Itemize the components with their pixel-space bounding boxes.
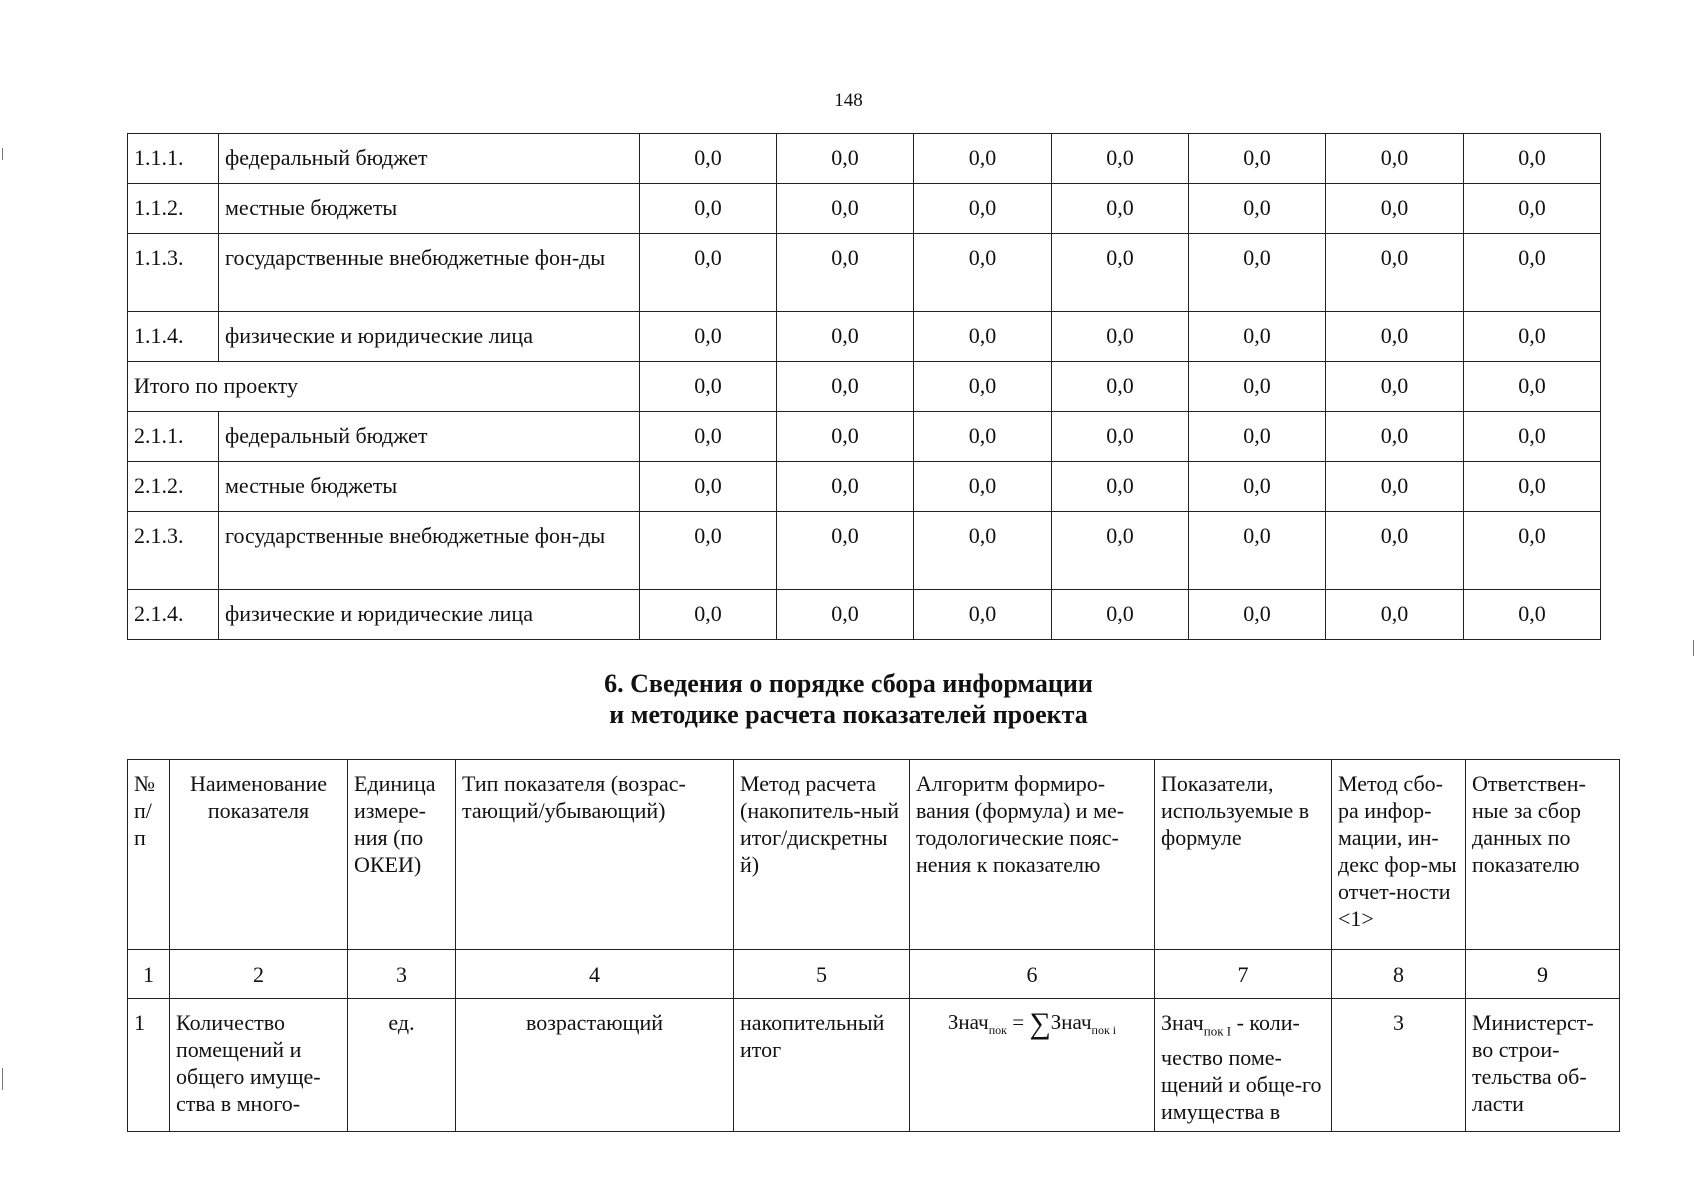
budget-row xyxy=(128,590,1601,640)
budget-value: 0,0 xyxy=(1326,590,1464,640)
header-cell: Метод расчета (накопитель-ный итог/дискретны й) xyxy=(734,760,910,950)
used-values-symbol: Знач xyxy=(1161,1010,1204,1035)
budget-value: 0,0 xyxy=(1464,462,1601,512)
budget-value: 0,0 xyxy=(1326,184,1464,234)
budget-value: 0,0 xyxy=(1052,312,1189,362)
budget-value: 0,0 xyxy=(1189,362,1326,412)
budget-value: 0,0 xyxy=(914,590,1052,640)
budget-value: 0,0 xyxy=(1052,362,1189,412)
budget-total-label: Итого по проекту xyxy=(128,362,640,412)
formula-lhs-subscript: пок xyxy=(988,1023,1007,1038)
budget-value: 0,0 xyxy=(1326,412,1464,462)
indicator-collection-method: 3 xyxy=(1332,999,1466,1132)
budget-code: 2.1.3. xyxy=(128,512,219,590)
indicator-used-values xyxy=(1155,999,1332,1132)
formula-equals: = xyxy=(1012,1010,1025,1034)
budget-value: 0,0 xyxy=(914,362,1052,412)
budget-source-name: местные бюджеты xyxy=(219,462,640,512)
budget-value: 0,0 xyxy=(1326,312,1464,362)
budget-value: 0,0 xyxy=(777,462,914,512)
budget-value: 0,0 xyxy=(1189,312,1326,362)
budget-value: 0,0 xyxy=(777,412,914,462)
budget-value: 0,0 xyxy=(640,412,777,462)
budget-value: 0,0 xyxy=(640,134,777,184)
budget-value: 0,0 xyxy=(914,312,1052,362)
header-cell: № п/ п xyxy=(128,760,170,950)
budget-table xyxy=(127,133,1601,640)
formula-lhs: Знач xyxy=(947,1010,989,1034)
budget-value: 0,0 xyxy=(777,312,914,362)
budget-source-name: государственные внебюджетные фон-ды xyxy=(219,234,640,312)
budget-value: 0,0 xyxy=(777,362,914,412)
budget-value: 0,0 xyxy=(914,134,1052,184)
budget-code: 2.1.4. xyxy=(128,590,219,640)
budget-value: 0,0 xyxy=(777,234,914,312)
header-cell: Наименование показателя xyxy=(170,760,348,950)
indicators-header-row xyxy=(128,760,1620,950)
budget-value: 0,0 xyxy=(1464,234,1601,312)
budget-value: 0,0 xyxy=(1464,312,1601,362)
budget-value: 0,0 xyxy=(914,462,1052,512)
budget-value: 0,0 xyxy=(1052,590,1189,640)
budget-value: 0,0 xyxy=(1189,134,1326,184)
budget-value: 0,0 xyxy=(1464,184,1601,234)
budget-value: 0,0 xyxy=(1464,412,1601,462)
page-number: 148 xyxy=(834,90,863,111)
indicator-row xyxy=(128,999,1620,1132)
indicator-unit: ед. xyxy=(348,999,456,1132)
budget-value: 0,0 xyxy=(1326,234,1464,312)
budget-code: 2.1.1. xyxy=(128,412,219,462)
section-heading-line2: и методике расчета показателей проекта xyxy=(609,700,1088,729)
budget-row xyxy=(128,134,1601,184)
budget-value: 0,0 xyxy=(1189,462,1326,512)
budget-value: 0,0 xyxy=(640,362,777,412)
scan-edge-mark xyxy=(2,148,3,160)
budget-value: 0,0 xyxy=(914,234,1052,312)
budget-source-name: федеральный бюджет xyxy=(219,412,640,462)
budget-value: 0,0 xyxy=(640,512,777,590)
column-number: 9 xyxy=(1466,950,1620,999)
budget-source-name: местные бюджеты xyxy=(219,184,640,234)
budget-value: 0,0 xyxy=(1464,362,1601,412)
budget-code: 1.1.1. xyxy=(128,134,219,184)
scan-edge-mark xyxy=(1693,640,1694,656)
budget-row xyxy=(128,362,1601,412)
header-cell: Метод сбо-ра инфор-мации, ин-декс фор-мы отчет-ности <1> xyxy=(1332,760,1466,950)
budget-code: 1.1.4. xyxy=(128,312,219,362)
column-number: 8 xyxy=(1332,950,1466,999)
budget-source-name: государственные внебюджетные фон-ды xyxy=(219,512,640,590)
column-number: 6 xyxy=(910,950,1155,999)
budget-value: 0,0 xyxy=(914,412,1052,462)
formula-sum-sign: ∑ xyxy=(1029,1007,1051,1040)
budget-source-name: физические и юридические лица xyxy=(219,312,640,362)
budget-row xyxy=(128,512,1601,590)
budget-value: 0,0 xyxy=(640,312,777,362)
budget-value: 0,0 xyxy=(1189,234,1326,312)
budget-value: 0,0 xyxy=(777,590,914,640)
budget-value: 0,0 xyxy=(1052,512,1189,590)
budget-value: 0,0 xyxy=(640,234,777,312)
budget-value: 0,0 xyxy=(1326,362,1464,412)
budget-value: 0,0 xyxy=(1326,512,1464,590)
budget-code: 1.1.3. xyxy=(128,234,219,312)
budget-code: 1.1.2. xyxy=(128,184,219,234)
budget-source-name: физические и юридические лица xyxy=(219,590,640,640)
budget-value: 0,0 xyxy=(1189,184,1326,234)
budget-value: 0,0 xyxy=(1189,412,1326,462)
indicator-responsible: Министерст-во строи-тельства об-ласти xyxy=(1466,999,1620,1132)
column-number: 3 xyxy=(348,950,456,999)
budget-row xyxy=(128,234,1601,312)
indicator-number: 1 xyxy=(128,999,170,1132)
budget-row xyxy=(128,184,1601,234)
budget-value: 0,0 xyxy=(777,512,914,590)
header-cell: Тип показателя (возрас-тающий/убывающий) xyxy=(456,760,734,950)
budget-row xyxy=(128,412,1601,462)
budget-value: 0,0 xyxy=(1464,590,1601,640)
budget-value: 0,0 xyxy=(1189,590,1326,640)
header-cell: Ответствен-ные за сбор данных по показателю xyxy=(1466,760,1620,950)
indicator-method: накопительный итог xyxy=(734,999,910,1132)
header-cell: Показатели, используемые в формуле xyxy=(1155,760,1332,950)
budget-code: 2.1.2. xyxy=(128,462,219,512)
budget-value: 0,0 xyxy=(640,184,777,234)
header-cell: Алгоритм формиро-вания (формула) и ме-тодологические пояс-нения к показателю xyxy=(910,760,1155,950)
column-number: 5 xyxy=(734,950,910,999)
budget-row xyxy=(128,462,1601,512)
budget-value: 0,0 xyxy=(1189,512,1326,590)
budget-value: 0,0 xyxy=(1052,134,1189,184)
budget-value: 0,0 xyxy=(1052,412,1189,462)
used-values-subscript: пок I xyxy=(1203,1023,1232,1039)
budget-value: 0,0 xyxy=(1464,512,1601,590)
budget-value: 0,0 xyxy=(777,134,914,184)
budget-value: 0,0 xyxy=(640,462,777,512)
indicators-table xyxy=(127,759,1620,1132)
section-heading xyxy=(0,668,1697,730)
budget-value: 0,0 xyxy=(1464,134,1601,184)
budget-value: 0,0 xyxy=(777,184,914,234)
budget-value: 0,0 xyxy=(914,512,1052,590)
column-numbers-row xyxy=(128,950,1620,999)
budget-row xyxy=(128,312,1601,362)
budget-value: 0,0 xyxy=(1052,184,1189,234)
budget-value: 0,0 xyxy=(640,590,777,640)
budget-value: 0,0 xyxy=(1326,462,1464,512)
section-heading-line1: 6. Сведения о порядке сбора информации xyxy=(604,669,1093,698)
budget-value: 0,0 xyxy=(914,184,1052,234)
column-number: 1 xyxy=(128,950,170,999)
formula-rhs: Знач xyxy=(1050,1010,1092,1034)
indicator-formula xyxy=(910,999,1155,1132)
budget-source-name: федеральный бюджет xyxy=(219,134,640,184)
column-number: 4 xyxy=(456,950,734,999)
formula-rhs-subscript: пок i xyxy=(1091,1023,1117,1038)
budget-value: 0,0 xyxy=(1052,462,1189,512)
budget-value: 0,0 xyxy=(1326,134,1464,184)
indicator-type: возрастающий xyxy=(456,999,734,1132)
indicator-name: Количество помещений и общего имуще-ства в много- xyxy=(170,999,348,1132)
scan-edge-mark xyxy=(2,1068,3,1090)
budget-value: 0,0 xyxy=(1052,234,1189,312)
column-number: 7 xyxy=(1155,950,1332,999)
header-cell: Единица измере-ния (по ОКЕИ) xyxy=(348,760,456,950)
used-values-text: - коли-чество поме-щений и обще-го имущества в xyxy=(1161,1010,1322,1125)
column-number: 2 xyxy=(170,950,348,999)
